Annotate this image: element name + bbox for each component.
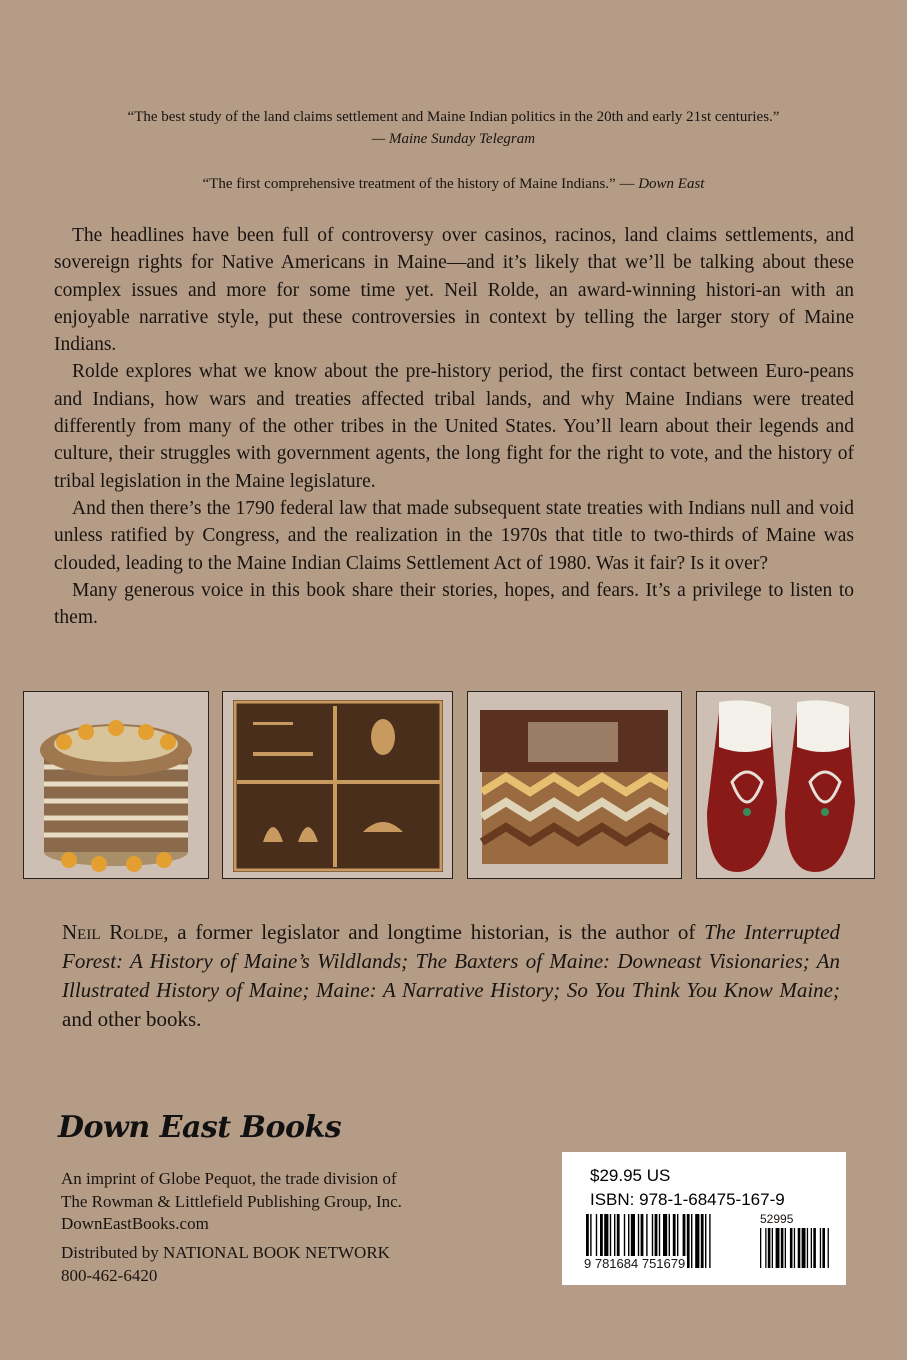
quote-source: — Maine Sunday Telegram: [371, 131, 536, 147]
imprint-line: An imprint of Globe Pequot, the trade division of: [61, 1169, 397, 1188]
barcode-bar: [765, 1228, 766, 1268]
barcode-bar: [760, 1228, 761, 1268]
book-titles: The Interrupted Forest: A History of Maine’s Wildlands; The Baxters of Maine: Downeast Visionaries; An Illustrated History of Maine; Maine: A Narrative History; So You Think You Know Maine;: [62, 920, 841, 1002]
author-bio: [62, 918, 840, 1034]
distribution-info: [61, 1242, 390, 1287]
review-quote-2: [40, 173, 867, 195]
book-description: [54, 222, 854, 631]
description-paragraph: Rolde explores what we know about the pre-history period, the first contact between Euro-peans and Indians, how wars and treaties affected tribal lands, and why Maine Indians were treated differently from many of the other tribes in the United States. You’ll learn about their legends and culture, their struggles with government agents, the long fight for the right to vote, and the history of tribal legislation in the Maine legislature.: [54, 361, 854, 492]
barcode-bar: [701, 1214, 704, 1268]
bio-outro: and other books.: [62, 1007, 202, 1031]
barcode-bar: [794, 1228, 795, 1268]
description-paragraph: Many generous voice in this book share their stories, hopes, and fears. It’s a privilege to listen to them.: [54, 579, 854, 629]
barcode-bar: [776, 1228, 780, 1268]
publisher-logo: Down East Books: [58, 1110, 342, 1145]
distribution-line: Distributed by NATIONAL BOOK NETWORK: [61, 1243, 390, 1262]
distribution-line: 800-462-6420: [61, 1265, 158, 1285]
review-quote-1: [40, 106, 867, 150]
barcode-bar: [813, 1228, 816, 1268]
barcode-bar: [691, 1214, 692, 1268]
barcode-bar: [785, 1228, 786, 1268]
quote-text: “The first comprehensive treatment of the history of Maine Indians.” —: [202, 176, 639, 192]
description-paragraph: And then there’s the 1790 federal law that made subsequent state treaties with Indians null and void unless ratified by Congress, and the realization in the 1970s that title to two-thirds of Maine was clouded, leading to the Maine Indian Claims Settlement Act of 1980. Was it fair? Is it over?: [54, 497, 854, 574]
barcode-bar: [781, 1228, 784, 1268]
barcode-bar: [768, 1228, 771, 1268]
barcode-bar: [807, 1228, 808, 1268]
price-text: $29.95 US: [590, 1166, 671, 1185]
imprint-info: [61, 1168, 402, 1236]
barcode-bar: [822, 1228, 825, 1268]
barcode-bar: [695, 1214, 699, 1268]
photo-strip: [23, 691, 875, 879]
bio-intro: , a former legislator and longtime historian, is the author of: [163, 920, 705, 944]
barcode-bar: [772, 1228, 773, 1268]
supplement-number: 52995: [760, 1212, 794, 1226]
isbn-text: ISBN: 978-1-68475-167-9: [590, 1190, 785, 1209]
ean-number: 9 781684 751679: [584, 1256, 686, 1271]
barcode-bar: [709, 1214, 710, 1268]
imprint-line: DownEastBooks.com: [61, 1214, 209, 1233]
basket-photo: [23, 691, 209, 879]
author-name: Neil Rolde: [62, 920, 164, 944]
barcode-bar: [820, 1228, 821, 1268]
imprint-line: The Rowman & Littlefield Publishing Group, Inc.: [61, 1191, 402, 1211]
quote-source: Down East: [638, 176, 705, 192]
barcode-bar: [798, 1228, 801, 1268]
quote-text: “The best study of the land claims settlement and Maine Indian politics in the 20th and early 21st centuries.”: [127, 109, 780, 125]
barcode-bar: [687, 1214, 690, 1268]
barcode-bar: [790, 1228, 793, 1268]
barcode-bar: [828, 1228, 829, 1268]
barcode-bar: [811, 1228, 812, 1268]
quilled-box-photo: [467, 691, 682, 879]
barcode-label: [562, 1152, 846, 1285]
barcode-bar: [802, 1228, 806, 1268]
moccasins-photo: [696, 691, 875, 879]
barcode-bar: [705, 1214, 706, 1268]
description-paragraph: The headlines have been full of controversy over casinos, racinos, land claims settlements, and sovereign rights for Native Americans in Maine—and it’s likely that we’ll be talking about these complex issues and more for some time yet. Neil Rolde, an award-winning histori-an with an enjoyable narrative style, put these controversies in context by telling the larger story of Maine Indians.: [54, 225, 854, 356]
birchbark-photo: [222, 691, 453, 879]
